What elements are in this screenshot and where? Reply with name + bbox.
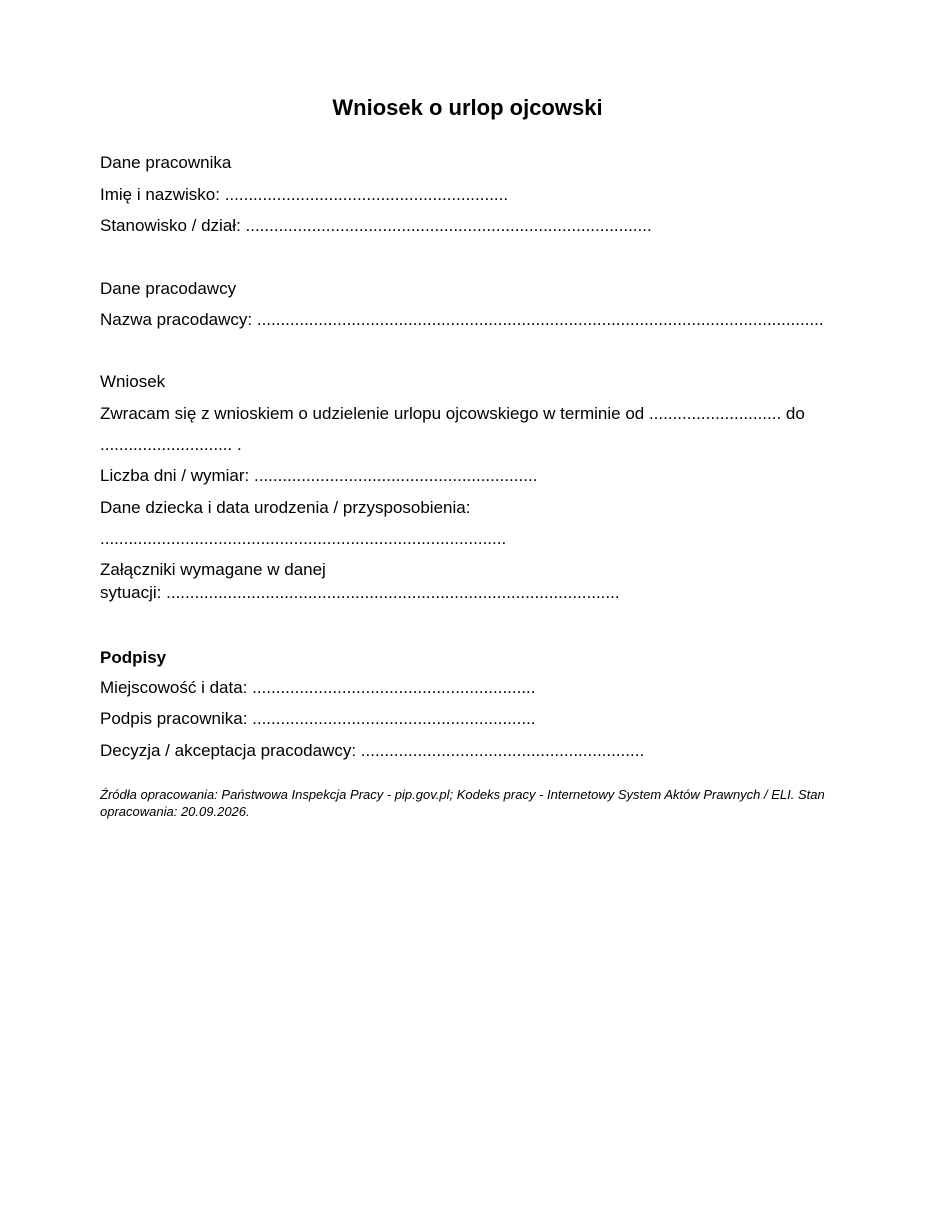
employee-position-field: Stanowisko / dział: ...................................................................................... xyxy=(100,216,652,235)
document-title: Wniosek o urlop ojcowski xyxy=(332,95,603,120)
employee-section-heading: Dane pracownika xyxy=(100,153,232,172)
attachments-field: sytuacji: ................................................................................................ xyxy=(100,583,620,602)
request-text-line-2: ............................ . xyxy=(100,435,242,454)
attachments-label: Załączniki wymagane w danej xyxy=(100,560,326,579)
sources-footnote: Źródła opracowania: Państwowa Inspekcja Pracy - pip.gov.pl; Kodeks pracy - Internetowy System Aktów Prawnych / ELI. Stan opracowania: 20.09.2026. xyxy=(100,787,825,819)
employee-name-field: Imię i nazwisko: ............................................................ xyxy=(100,185,509,204)
child-data-field: ...................................................................................... xyxy=(100,529,507,548)
employer-name-field: Nazwa pracodawcy: ........................................................................................................................ xyxy=(100,310,824,329)
days-field: Liczba dni / wymiar: ............................................................ xyxy=(100,466,538,485)
place-date-field: Miejscowość i data: ............................................................ xyxy=(100,678,536,697)
employer-decision-field: Decyzja / akceptacja pracodawcy: ............................................................ xyxy=(100,741,645,760)
request-text-line-1: Zwracam się z wnioskiem o udzielenie urlopu ojcowskiego w terminie od ............................ do xyxy=(100,404,805,423)
employee-signature-field: Podpis pracownika: ............................................................ xyxy=(100,709,536,728)
request-section-heading: Wniosek xyxy=(100,372,166,391)
employer-section-heading: Dane pracodawcy xyxy=(100,279,237,298)
signatures-section-heading: Podpisy xyxy=(100,648,167,667)
child-data-label: Dane dziecka i data urodzenia / przysposobienia: xyxy=(100,498,471,517)
